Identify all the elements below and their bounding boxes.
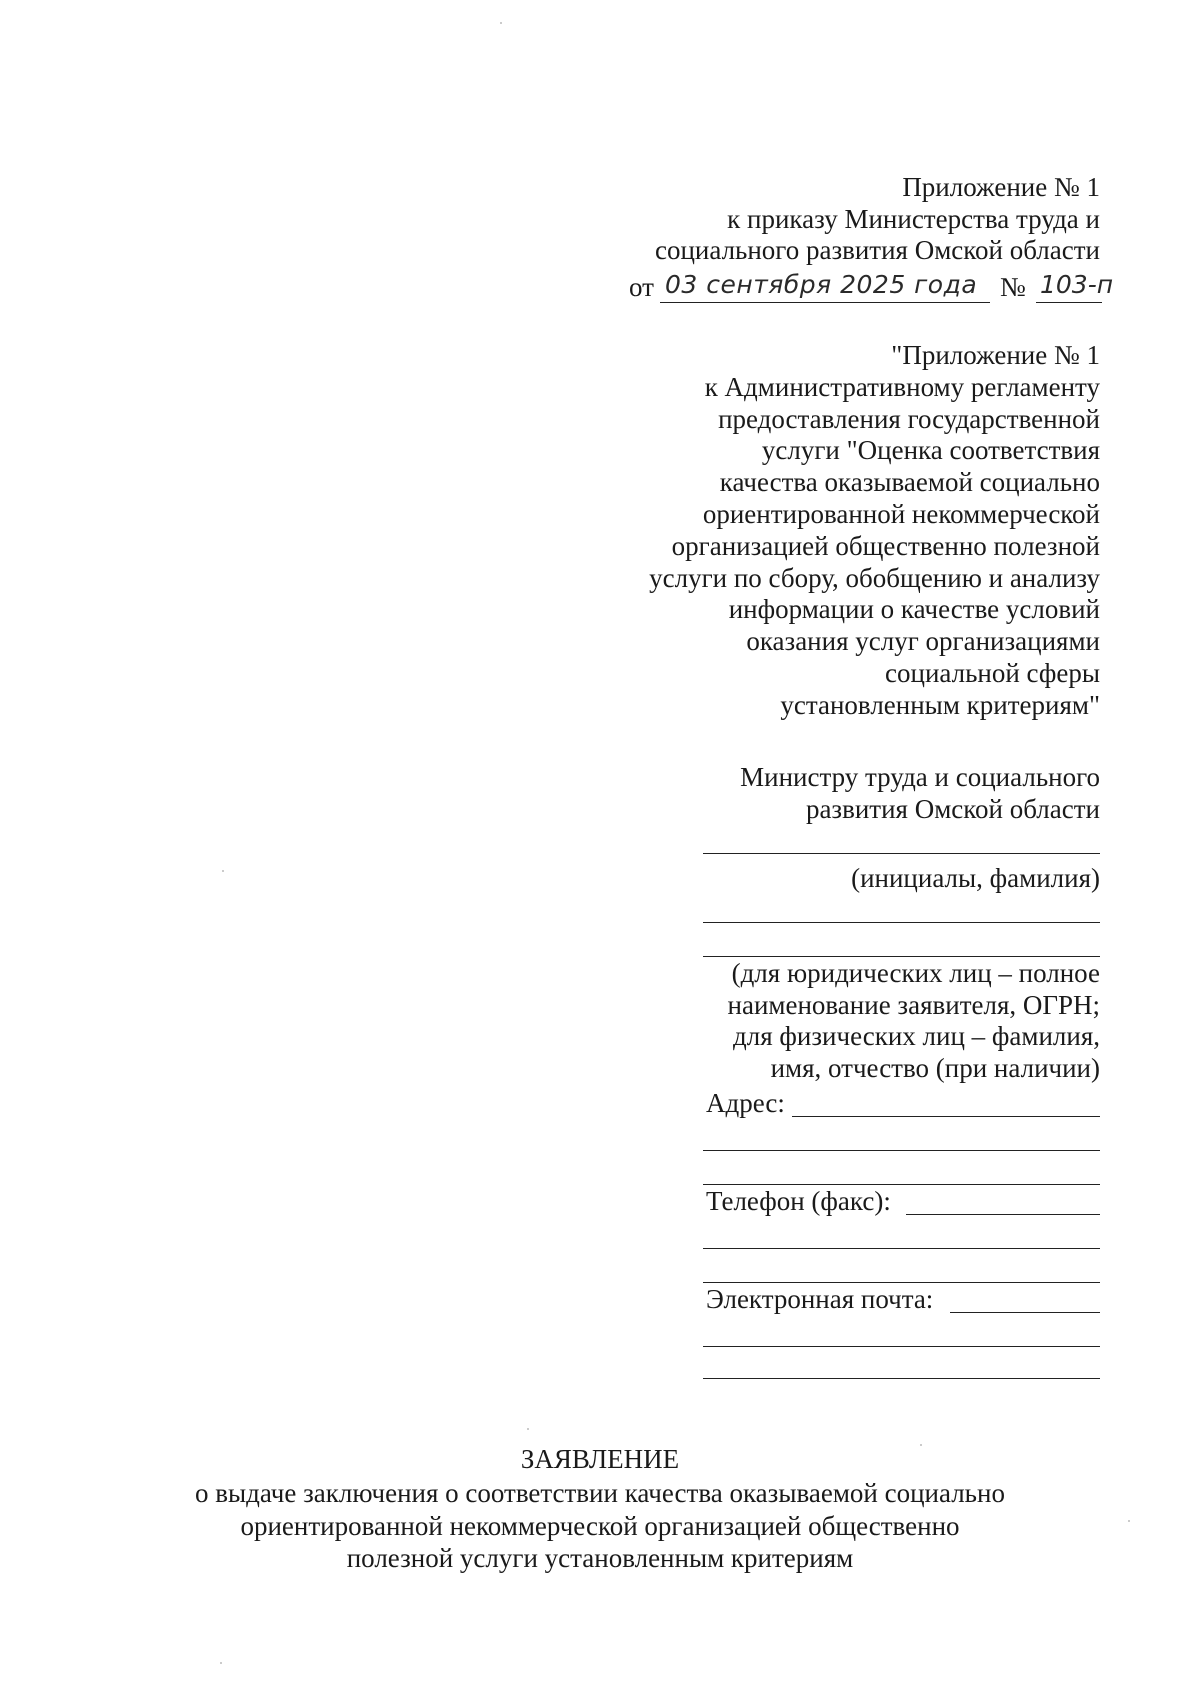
scan-speck	[1128, 1520, 1130, 1522]
applicant-caption-line: наименование заявителя, ОГРН;	[727, 989, 1100, 1020]
date-underline	[660, 302, 990, 303]
addressee-line-1: Министру труда и социального	[740, 762, 1100, 792]
phone-label: Телефон (факс):	[706, 1186, 891, 1216]
regulation-line: "Приложение № 1	[891, 340, 1100, 370]
scan-speck	[500, 22, 502, 24]
minister-name-field[interactable]	[703, 853, 1100, 854]
statement-subtitle-line: ориентированной некоммерческой организацией общественно	[240, 1510, 960, 1541]
addressee-line-2: развития Омской области	[805, 793, 1100, 824]
regulation-line: услуги по сбору, обобщению и анализу	[649, 562, 1100, 593]
phone-field[interactable]	[906, 1214, 1100, 1215]
regulation-line: организацией общественно полезной	[671, 530, 1100, 561]
statement-subtitle	[0, 1477, 1200, 1575]
scan-speck	[527, 1428, 529, 1430]
applicant-caption-line: для физических лиц – фамилия,	[733, 1021, 1100, 1051]
regulation-line: установленным критериям"	[780, 689, 1100, 720]
number-underline	[1036, 302, 1102, 303]
regulation-line: услуги "Оценка соответствия	[761, 435, 1100, 466]
addressee-block	[740, 762, 1100, 825]
address-field-line-3[interactable]	[703, 1184, 1100, 1185]
handwritten-number: 103-п	[1040, 270, 1114, 299]
address-label: Адрес:	[706, 1088, 785, 1118]
applicant-field-line-2[interactable]	[703, 956, 1100, 957]
applicant-field-line-1[interactable]	[703, 922, 1100, 923]
order-line-1: к приказу Министерства труда и	[727, 203, 1100, 234]
initials-caption: (инициалы, фамилия)	[851, 863, 1100, 893]
email-field-line-3[interactable]	[703, 1378, 1100, 1379]
regulation-line: оказания услуг организациями	[746, 626, 1100, 657]
statement-subtitle-line: полезной услуги установленным критериям	[346, 1543, 854, 1573]
regulation-line: к Административному регламенту	[704, 371, 1100, 402]
email-field-line-2[interactable]	[703, 1346, 1100, 1347]
statement-subtitle-line: о выдаче заключения о соответствии качества оказываемой социально	[195, 1478, 1005, 1508]
appendix-title: Приложение № 1	[902, 172, 1100, 202]
phone-field-line-3[interactable]	[703, 1282, 1100, 1283]
address-field[interactable]	[792, 1116, 1100, 1117]
email-label: Электронная почта:	[706, 1284, 934, 1314]
phone-field-line-2[interactable]	[703, 1248, 1100, 1249]
scan-speck	[920, 1444, 922, 1446]
email-field[interactable]	[950, 1312, 1100, 1313]
from-prefix: от	[629, 272, 654, 302]
order-line-2: социального развития Омской области	[654, 235, 1100, 265]
regulation-line: предоставления государственной	[718, 403, 1100, 434]
statement-title: ЗАЯВЛЕНИЕ	[520, 1444, 680, 1474]
number-prefix: №	[1000, 272, 1026, 302]
scan-speck	[222, 870, 224, 872]
applicant-caption	[728, 958, 1100, 1084]
applicant-caption-line: (для юридических лиц – полное	[731, 958, 1100, 988]
order-appendix-block	[655, 172, 1100, 267]
handwritten-date: 03 сентября 2025 года	[665, 270, 978, 299]
regulation-line: качества оказываемой социально	[719, 467, 1100, 498]
regulation-line: ориентированной некоммерческой	[702, 498, 1100, 529]
regulation-line: социальной сферы	[885, 657, 1100, 688]
regulation-appendix-block	[649, 340, 1100, 722]
address-field-line-2[interactable]	[703, 1150, 1100, 1151]
scan-speck	[220, 1662, 222, 1664]
regulation-line: информации о качестве условий	[728, 594, 1100, 625]
applicant-caption-line: имя, отчество (при наличии)	[770, 1052, 1100, 1083]
